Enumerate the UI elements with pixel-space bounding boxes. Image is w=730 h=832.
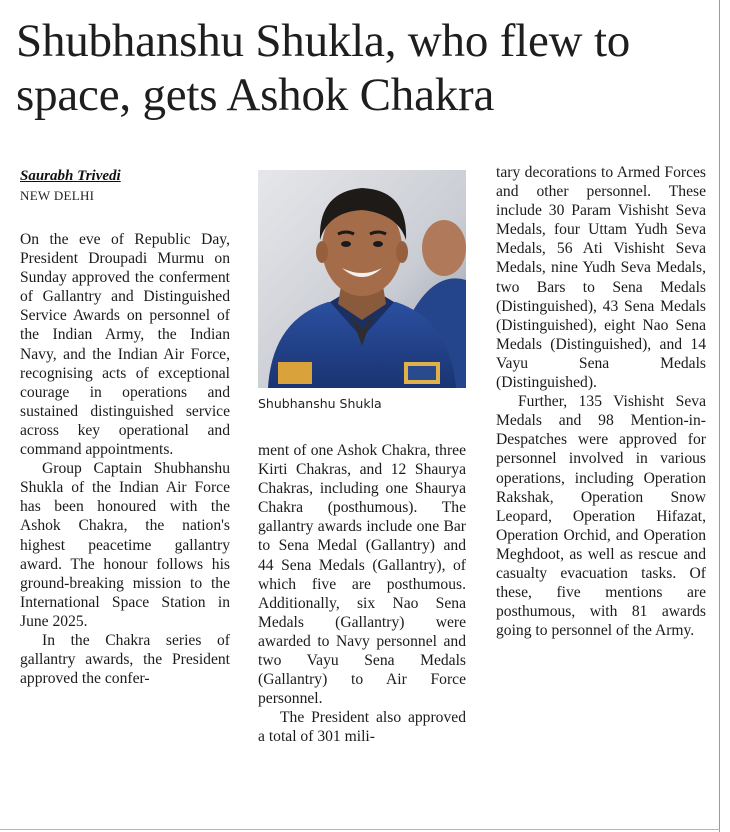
byline[interactable]: Saurabh Trivedi (20, 168, 121, 184)
article-photo (258, 170, 466, 388)
paragraph: Group Captain Shubhanshu Shukla of the Indian Air Force has been honoured with the Ashok Chakra, the nation's highest peacetime gallantry award. The honour follows his ground-breaking mission to the International Space Station in June 2025. (20, 460, 230, 630)
paragraph: tary decorations to Armed Forces and other personnel. These include 30 Param Vishisht Seva Medals, four Uttam Yudh Seva Medals, 56 Ati Vishisht Seva Medals, nine Yudh Seva Medals, two Bars to Sena Medals (Distinguished), 43 Sena Medals (Distinguished), eight Nao Sena Medals (Distinguished), and 14 Vayu Sena Medals (Distinguished). (496, 164, 706, 392)
photo-caption: Shubhanshu Shukla (258, 396, 382, 411)
page-border-bottom (0, 829, 720, 830)
dateline: NEW DELHI (20, 188, 95, 203)
page-border-right (719, 0, 720, 832)
paragraph: On the eve of Republic Day, President Droupadi Murmu on Sunday approved the conferment of Gallantry and Distinguished Service Awards on personnel of the Indian Army, the Indian Navy, and the Indian Air Force, recognising acts of exceptional courage in operations and sustained distinguished service across key operational and command appointments. (20, 231, 230, 459)
headline: Shubhanshu Shukla, who flew to space, gets Ashok Chakra (16, 15, 631, 121)
astronaut-portrait-image (258, 170, 466, 388)
article-column-3 (496, 163, 706, 640)
article-column-1 (20, 230, 230, 688)
article-column-2 (258, 441, 466, 747)
paragraph: In the Chakra series of gallantry awards, the President approved the confer- (20, 631, 230, 688)
paragraph: The President also approved a total of 301 mili- (258, 709, 466, 746)
paragraph: Further, 135 Vishisht Seva Medals and 98 Mention-in-Despatches were approved for personnel involved in various operations, including Operation Rakshak, Operation Snow Leopard, Operation Hifazat, Operation Orchid, and Operation Meghdoot, as well as rescue and casualty evacuation tasks. Of these, five mentions are posthumous, with 81 awards going to personnel of the Army. (496, 393, 706, 640)
paragraph: ment of one Ashok Chakra, three Kirti Chakras, and 12 Shaurya Chakras, including one Shaurya Chakra (posthumous). The gallantry awards include one Bar to Sena Medal (Gallantry) and 44 Sena Medals (Gallantry), of which five are posthumous. Additionally, six Nao Sena Medals (Gallantry) were awarded to Navy personnel and two Vayu Sena Medals (Gallantry) to Air Force personnel. (258, 442, 466, 708)
